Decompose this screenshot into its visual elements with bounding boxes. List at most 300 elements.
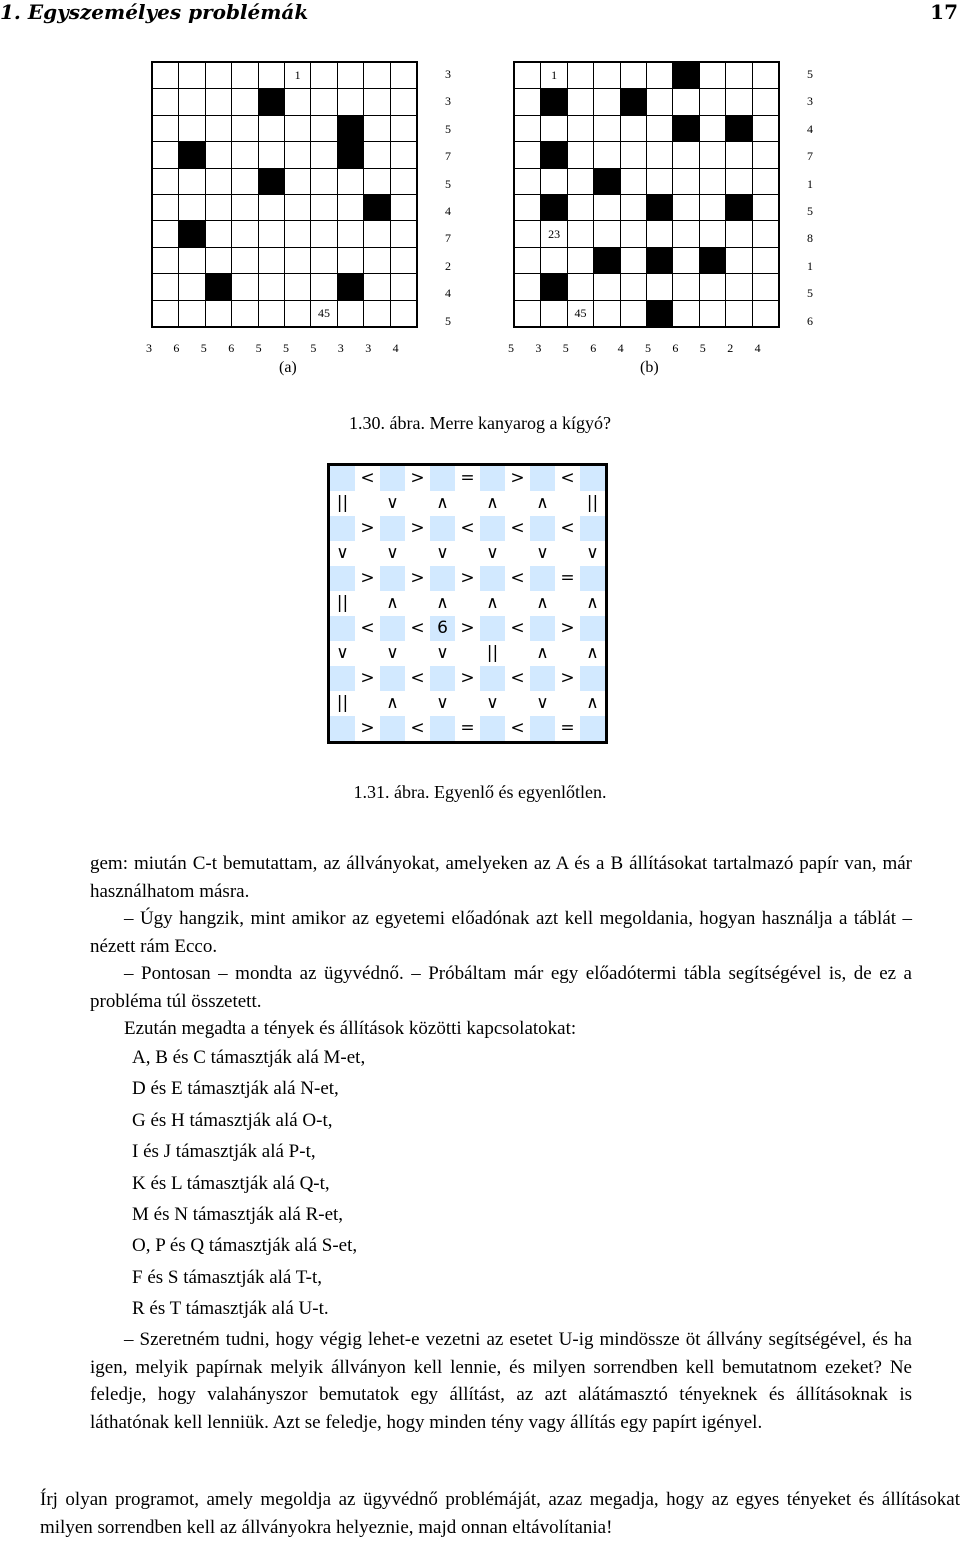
- grid-cell: [541, 115, 567, 141]
- grid-cell: [179, 300, 205, 327]
- fact-line: F és S támasztják alá T-t,: [132, 1266, 322, 1288]
- figure-caption-1-30: 1.30. ábra. Merre kanyarog a kígyó?: [349, 413, 611, 433]
- grid-cell: [232, 62, 258, 89]
- gap-cell: [455, 491, 480, 516]
- grid-cell: [152, 221, 179, 247]
- black-cell: [594, 168, 620, 194]
- black-cell: [541, 274, 567, 300]
- grid-cell: [620, 194, 646, 220]
- horizontal-relation: =: [460, 718, 475, 738]
- vertical-relation: ∧: [586, 693, 599, 713]
- vertical-relation: ∨: [536, 693, 549, 713]
- black-cell: [364, 194, 390, 220]
- grid-cell: [390, 168, 417, 194]
- figure-caption-1-31: 1.31. ábra. Egyenlő és egyenlőtlen.: [353, 782, 607, 802]
- black-cell: [726, 115, 752, 141]
- grid-cell: [752, 62, 779, 89]
- vertical-relation: ∨: [536, 543, 549, 563]
- grid-cell: [752, 142, 779, 168]
- grid-cell: [337, 168, 363, 194]
- horizontal-relation: <: [510, 618, 525, 638]
- grid-cell: [699, 194, 725, 220]
- grid-cell: [364, 115, 390, 141]
- gap-cell: [505, 691, 530, 716]
- vertical-relation: ∧: [586, 643, 599, 663]
- row-count-label: 3: [807, 94, 813, 109]
- grid-cell: [514, 89, 541, 115]
- grid-cell: [311, 274, 337, 300]
- puzzle-cell: [480, 666, 505, 691]
- vertical-relation: ∧: [386, 693, 399, 713]
- horizontal-relation: >: [360, 568, 375, 588]
- grid-cell: [337, 194, 363, 220]
- column-count-label: 4: [754, 341, 761, 355]
- horizontal-relation: <: [510, 668, 525, 688]
- grid-cell: [284, 194, 310, 220]
- gap-cell: [405, 541, 430, 566]
- grid-cell: [646, 62, 672, 89]
- black-cell: [594, 247, 620, 273]
- puzzle-cell: [330, 466, 355, 491]
- puzzle-cell: [330, 666, 355, 691]
- puzzle-cell: [430, 466, 455, 491]
- grid-cell: [646, 115, 672, 141]
- grid-cell: [594, 89, 620, 115]
- grid-cell: [337, 221, 363, 247]
- horizontal-relation: <: [560, 518, 575, 538]
- given-value-cell: 6: [430, 616, 455, 641]
- grid-cell: [514, 62, 541, 89]
- grid-cell: [311, 142, 337, 168]
- column-count-label: 5: [508, 341, 514, 355]
- grid-cell: [567, 194, 593, 220]
- black-cell: [337, 115, 363, 141]
- grid-cell: [620, 274, 646, 300]
- puzzle-cell: [580, 466, 605, 491]
- grid-cell: [699, 62, 725, 89]
- grid-cell: [673, 247, 699, 273]
- gap-cell: [555, 541, 580, 566]
- grid-cell: [673, 89, 699, 115]
- black-cell: [205, 274, 231, 300]
- grid-cell: [594, 115, 620, 141]
- given-number-cell: 45: [567, 300, 593, 327]
- grid-cell: [567, 115, 593, 141]
- fact-line: I és J támasztják alá P-t,: [132, 1141, 316, 1163]
- grid-cell: [726, 221, 752, 247]
- grid-cell: [514, 194, 541, 220]
- grid-cell: [567, 168, 593, 194]
- subfigure-label-b: (b): [640, 359, 659, 376]
- grid-cell: [364, 300, 390, 327]
- body-text: [90, 850, 912, 1043]
- grid-cell: [673, 194, 699, 220]
- grid-cell: [152, 89, 179, 115]
- horizontal-relation: <: [560, 468, 575, 488]
- puzzle-cell: [380, 666, 405, 691]
- vertical-relation: ∨: [486, 543, 499, 563]
- puzzle-cell: [530, 516, 555, 541]
- black-cell: [726, 194, 752, 220]
- puzzle-cell: [430, 516, 455, 541]
- grid-cell: [179, 194, 205, 220]
- grid-cell: [390, 115, 417, 141]
- grid-cell: [646, 89, 672, 115]
- grid-cell: [258, 274, 284, 300]
- puzzle-cell: [480, 466, 505, 491]
- grid-cell: [620, 247, 646, 273]
- vertical-relation: ∨: [386, 493, 399, 513]
- gap-cell: [505, 541, 530, 566]
- grid-cell: [620, 115, 646, 141]
- gap-cell: [455, 541, 480, 566]
- gap-cell: [405, 591, 430, 616]
- gap-cell: [355, 491, 380, 516]
- grid-cell: [726, 142, 752, 168]
- puzzle-cell: [430, 666, 455, 691]
- row-count-label: 5: [445, 313, 451, 328]
- grid-cell: [646, 142, 672, 168]
- grid-cell: [152, 168, 179, 194]
- vertical-relation: ∨: [386, 643, 399, 663]
- given-number-cell: 45: [311, 300, 337, 327]
- horizontal-relation: <: [410, 718, 425, 738]
- given-number-cell: 1: [541, 62, 567, 89]
- column-count-label: 6: [228, 341, 235, 355]
- grid-cell: [311, 221, 337, 247]
- puzzle-cell: [330, 616, 355, 641]
- grid-cell: [620, 221, 646, 247]
- vertical-relation: ||: [336, 493, 349, 513]
- grid-cell: [699, 221, 725, 247]
- puzzle-cell: [380, 466, 405, 491]
- vertical-relation: ∧: [486, 593, 499, 613]
- futoshiki-grid: [327, 463, 608, 744]
- gap-cell: [355, 641, 380, 666]
- snake-grid-table: [513, 61, 780, 328]
- grid-cell: [673, 168, 699, 194]
- puzzle-cell: [530, 466, 555, 491]
- gap-cell: [505, 491, 530, 516]
- puzzle-cell: [580, 716, 605, 741]
- black-cell: [179, 142, 205, 168]
- closing-paragraph: [90, 1326, 912, 1436]
- row-count-label: 3: [445, 94, 451, 109]
- grid-cell: [337, 247, 363, 273]
- row-count-label: 5: [445, 176, 451, 191]
- grid-cell: [364, 168, 390, 194]
- grid-cell: [284, 115, 310, 141]
- puzzle-cell: [480, 716, 505, 741]
- gap-cell: [505, 591, 530, 616]
- puzzle-cell: [580, 666, 605, 691]
- row-count-label: 5: [807, 67, 813, 81]
- gap-cell: [555, 691, 580, 716]
- row-count-label: 7: [445, 231, 451, 246]
- fact-line: D és E támasztják alá N-et,: [132, 1078, 339, 1100]
- vertical-relation: ∧: [536, 593, 549, 613]
- vertical-relation: ∧: [386, 593, 399, 613]
- column-count-label: 4: [392, 341, 399, 355]
- gap-cell: [555, 591, 580, 616]
- horizontal-relation: <: [360, 618, 375, 638]
- gap-cell: [455, 691, 480, 716]
- column-count-label: 6: [672, 341, 679, 355]
- grid-cell: [364, 274, 390, 300]
- horizontal-relation: =: [560, 568, 575, 588]
- gap-cell: [405, 491, 430, 516]
- grid-cell: [258, 142, 284, 168]
- grid-cell: [364, 62, 390, 89]
- vertical-relation: ∧: [536, 493, 549, 513]
- grid-cell: [284, 221, 310, 247]
- subfigure-label-a: (a): [279, 359, 297, 376]
- grid-cell: [620, 168, 646, 194]
- gap-cell: [505, 641, 530, 666]
- column-count-label: 6: [590, 341, 597, 355]
- grid-cell: [752, 168, 779, 194]
- horizontal-relation: <: [410, 618, 425, 638]
- fact-line: O, P és Q támasztják alá S-et,: [132, 1235, 358, 1257]
- grid-cell: [364, 89, 390, 115]
- grid-cell: [620, 300, 646, 327]
- black-cell: [337, 274, 363, 300]
- grid-cell: [594, 194, 620, 220]
- horizontal-relation: >: [560, 618, 575, 638]
- vertical-relation: ∨: [336, 543, 349, 563]
- grid-cell: [311, 194, 337, 220]
- row-count-label: 7: [807, 149, 813, 164]
- grid-cell: [205, 300, 231, 327]
- grid-cell: [514, 247, 541, 273]
- row-count-label: 7: [445, 149, 451, 164]
- grid-cell: [364, 142, 390, 168]
- grid-cell: [152, 62, 179, 89]
- grid-cell: [514, 300, 541, 327]
- row-count-label: 2: [445, 258, 451, 273]
- black-cell: [541, 89, 567, 115]
- grid-cell: [541, 300, 567, 327]
- row-count-label: 8: [807, 231, 813, 246]
- grid-cell: [752, 115, 779, 141]
- column-count-label: 4: [617, 341, 624, 355]
- grid-cell: [726, 300, 752, 327]
- grid-cell: [646, 274, 672, 300]
- puzzle-cell: [530, 616, 555, 641]
- horizontal-relation: <: [460, 518, 475, 538]
- column-count-label: 3: [146, 341, 152, 355]
- horizontal-relation: >: [460, 568, 475, 588]
- grid-cell: [258, 300, 284, 327]
- column-count-label: 5: [255, 341, 262, 355]
- horizontal-relation: >: [410, 468, 425, 488]
- vertical-relation: ∨: [436, 643, 449, 663]
- row-count-label: 5: [445, 121, 451, 136]
- grid-cell: [205, 247, 231, 273]
- vertical-relation: ∧: [436, 593, 449, 613]
- grid-cell: [284, 168, 310, 194]
- grid-cell: [699, 168, 725, 194]
- puzzle-cell: [430, 566, 455, 591]
- column-count-label: 5: [200, 341, 207, 355]
- grid-cell: [258, 194, 284, 220]
- grid-cell: [752, 274, 779, 300]
- grid-cell: [567, 89, 593, 115]
- grid-cell: [205, 194, 231, 220]
- horizontal-relation: >: [360, 668, 375, 688]
- grid-cell: [205, 89, 231, 115]
- grid-cell: [390, 89, 417, 115]
- grid-cell: [258, 247, 284, 273]
- grid-cell: [620, 62, 646, 89]
- black-cell: [673, 115, 699, 141]
- grid-cell: [726, 274, 752, 300]
- horizontal-relation: <: [510, 568, 525, 588]
- puzzle-cell: [380, 616, 405, 641]
- task-paragraph: Írj olyan programot, amely megoldja az ügyvédnő problémáját, azaz megadja, hogy az egyes tényeket és állításokat milyen sorrendben kell az állványokra helyeznie, majd onnan eltávolítania!: [40, 1489, 960, 1538]
- black-cell: [620, 89, 646, 115]
- horizontal-relation: >: [410, 568, 425, 588]
- vertical-relation: ∧: [586, 593, 599, 613]
- grid-cell: [726, 62, 752, 89]
- row-count-label: 4: [807, 121, 813, 136]
- grid-cell: [726, 89, 752, 115]
- horizontal-relation: >: [410, 518, 425, 538]
- puzzle-cell: [530, 566, 555, 591]
- grid-cell: [752, 221, 779, 247]
- black-cell: [646, 300, 672, 327]
- grid-cell: [390, 247, 417, 273]
- grid-cell: [594, 300, 620, 327]
- grid-cell: [699, 300, 725, 327]
- puzzle-cell: [330, 516, 355, 541]
- grid-cell: [594, 274, 620, 300]
- grid-cell: [514, 221, 541, 247]
- grid-cell: [390, 142, 417, 168]
- grid-cell: [179, 247, 205, 273]
- column-count-label: 5: [562, 341, 569, 355]
- row-count-label: 6: [807, 313, 813, 328]
- page-number: 17: [930, 0, 958, 24]
- grid-cell: [390, 300, 417, 327]
- grid-cell: [232, 168, 258, 194]
- grid-cell: [514, 274, 541, 300]
- row-count-label: 3: [445, 67, 451, 81]
- grid-cell: [646, 221, 672, 247]
- grid-cell: [152, 300, 179, 327]
- horizontal-relation: =: [460, 468, 475, 488]
- black-cell: [646, 247, 672, 273]
- row-count-label: 4: [445, 204, 451, 218]
- paragraph: – Szeretném tudni, hogy végig lehet-e vezetni az esetet U-ig mindössze öt állvány segítségével, és ha igen, melyik papírnak melyik állványon kell lennie, és milyen sorrendben kell bemutatnom ezeket? Ne feledje, hogy valahányszor bemutatok egy állítást, az azt alátámasztó tényeknek és állításoknak is láthatónak kell lenniük. Azt se feledje, hogy minden tény vagy állítás egy papírt igényel.: [90, 1329, 912, 1433]
- grid-cell: [364, 221, 390, 247]
- grid-cell: [232, 194, 258, 220]
- grid-cell: [205, 142, 231, 168]
- vertical-relation: ∨: [386, 543, 399, 563]
- gap-cell: [555, 641, 580, 666]
- paragraph: gem: miután C-t bemutattam, az állványokat, amelyeken az A és a B állításokat tartalmazó papír van, már használhatom másra.: [90, 853, 912, 902]
- row-count-label: 1: [807, 258, 813, 273]
- facts-list: [132, 1042, 365, 1325]
- grid-cell: [541, 247, 567, 273]
- puzzle-cell: [380, 716, 405, 741]
- grid-cell: [152, 115, 179, 141]
- fact-line: G és H támasztják alá O-t,: [132, 1109, 333, 1131]
- vertical-relation: ∨: [436, 693, 449, 713]
- row-count-label: 4: [445, 286, 451, 301]
- grid-cell: [673, 221, 699, 247]
- grid-cell: [205, 62, 231, 89]
- horizontal-relation: >: [360, 718, 375, 738]
- grid-cell: [567, 221, 593, 247]
- black-cell: [258, 89, 284, 115]
- grid-cell: [284, 274, 310, 300]
- snake-grid-table: [151, 61, 418, 328]
- grid-cell: [726, 247, 752, 273]
- grid-cell: [152, 194, 179, 220]
- grid-cell: [673, 274, 699, 300]
- grid-cell: [390, 221, 417, 247]
- grid-cell: [258, 115, 284, 141]
- vertical-relation: ∨: [336, 643, 349, 663]
- grid-cell: [205, 115, 231, 141]
- column-count-label: 2: [727, 341, 734, 355]
- puzzle-cell: [330, 716, 355, 741]
- grid-cell: [205, 168, 231, 194]
- horizontal-relation: >: [460, 668, 475, 688]
- grid-cell: [232, 142, 258, 168]
- grid-cell: [752, 194, 779, 220]
- grid-cell: [337, 300, 363, 327]
- column-count-label: 3: [535, 341, 542, 355]
- grid-cell: [232, 221, 258, 247]
- grid-cell: [179, 274, 205, 300]
- grid-cell: [752, 89, 779, 115]
- puzzle-cell: [580, 516, 605, 541]
- puzzle-cell: [580, 616, 605, 641]
- grid-cell: [514, 142, 541, 168]
- paragraph: – Pontosan – mondta az ügyvédnő. – Próbáltam már egy előadótermi tábla segítségével is, de ez a probléma túl összetett.: [90, 963, 912, 1012]
- column-count-label: 5: [310, 341, 317, 355]
- horizontal-relation: >: [560, 668, 575, 688]
- grid-cell: [699, 142, 725, 168]
- column-count-label: 5: [699, 341, 706, 355]
- grid-cell: [673, 300, 699, 327]
- puzzle-cell: [330, 566, 355, 591]
- grid-cell: [337, 62, 363, 89]
- grid-cell: [258, 221, 284, 247]
- grid-cell: [232, 89, 258, 115]
- grid-cell: [364, 247, 390, 273]
- puzzle-cell: [480, 566, 505, 591]
- grid-cell: [311, 247, 337, 273]
- paragraph: Ezután megadta a tények és állítások közötti kapcsolatokat:: [124, 1018, 577, 1039]
- grid-cell: [390, 194, 417, 220]
- chapter-title: 1. Egyszemélyes problémák: [0, 0, 309, 24]
- puzzle-cell: [380, 516, 405, 541]
- black-cell: [258, 168, 284, 194]
- vertical-relation: ||: [486, 643, 499, 663]
- grid-cell: [646, 168, 672, 194]
- grid-cell: [179, 62, 205, 89]
- grid-cell: [541, 168, 567, 194]
- grid-cell: [699, 115, 725, 141]
- puzzle-cell: [380, 566, 405, 591]
- gap-cell: [355, 691, 380, 716]
- grid-cell: [232, 274, 258, 300]
- fact-line: R és T támasztják alá U-t.: [132, 1298, 329, 1320]
- grid-cell: [258, 62, 284, 89]
